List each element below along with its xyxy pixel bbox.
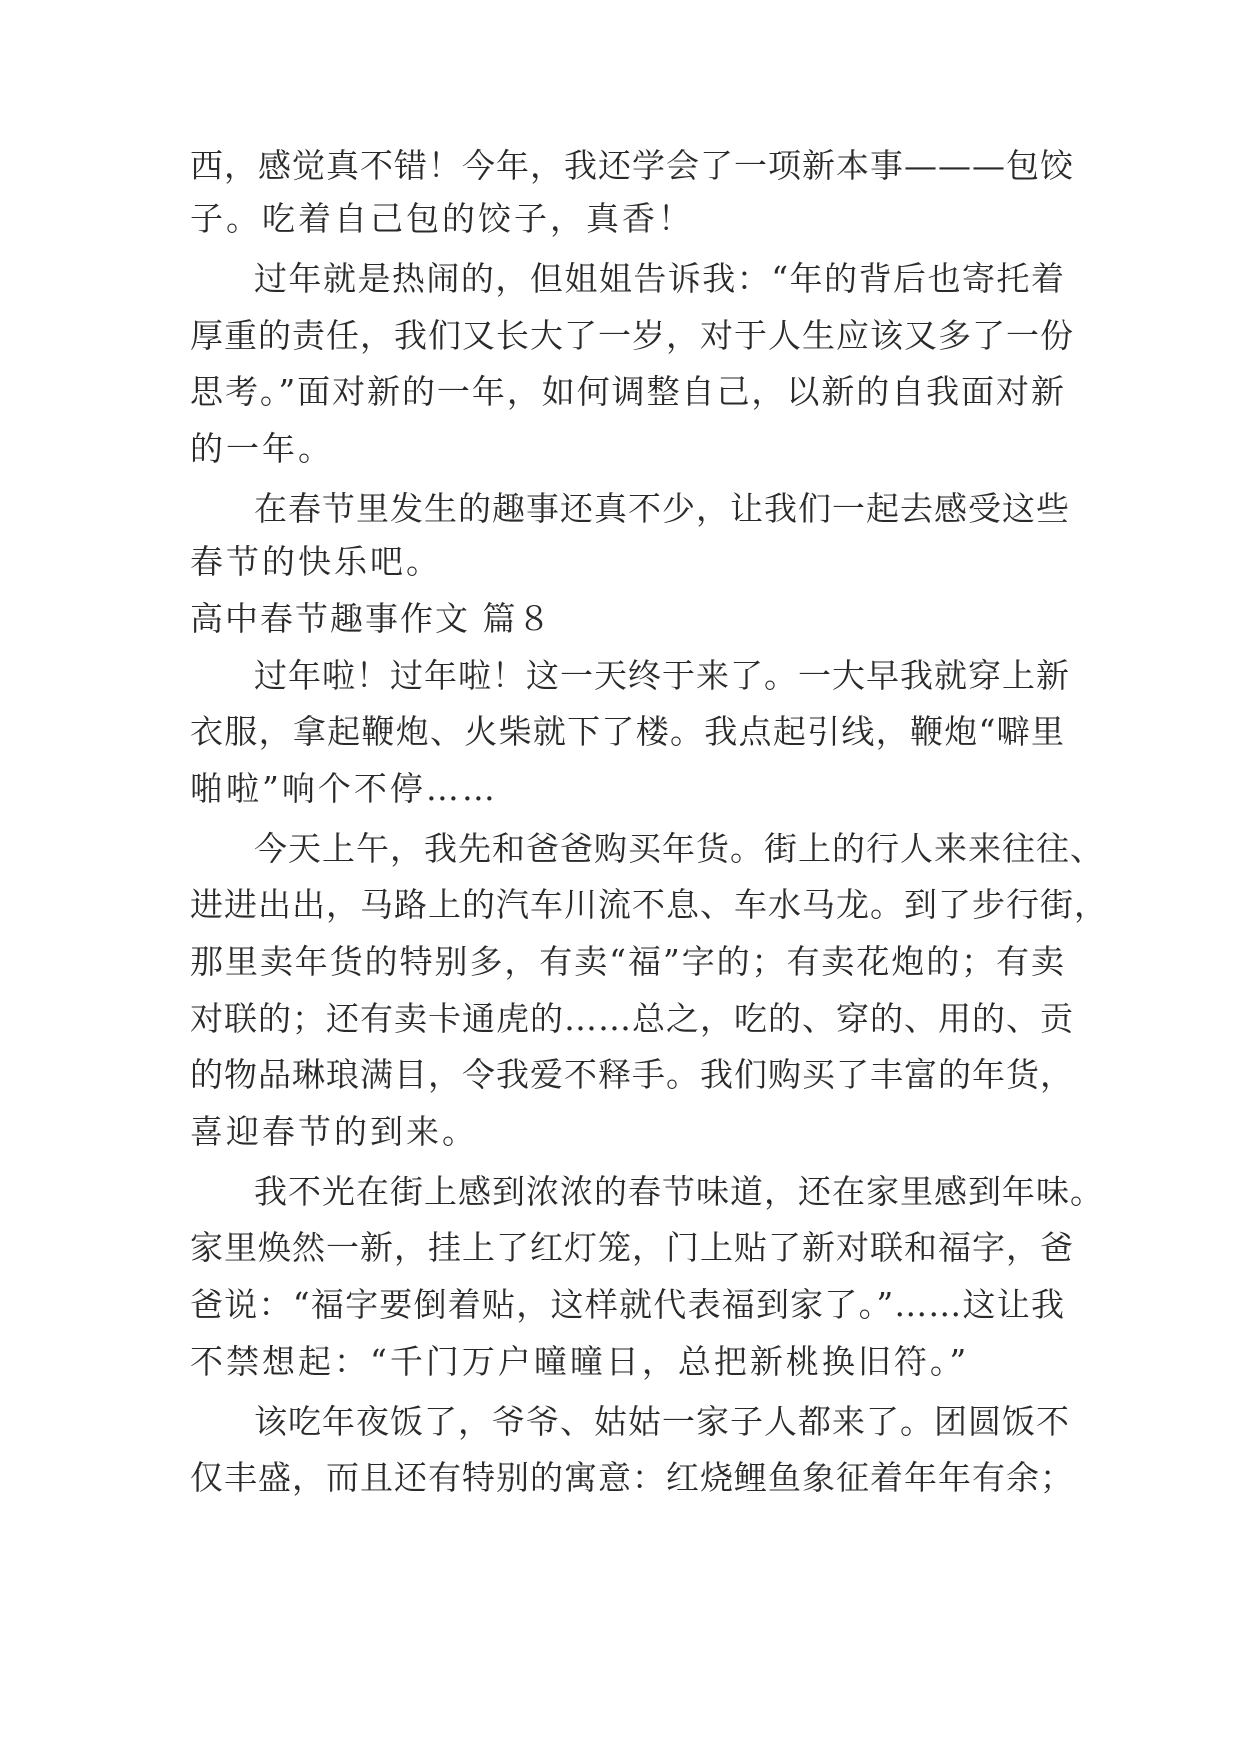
section-heading: 高中春节趣事作文 篇８	[190, 599, 553, 638]
text-line: 对联的；还有卖卡通虎的……总之，吃的、穿的、用的、贡	[190, 999, 1074, 1038]
text-line: 的一年。	[190, 429, 334, 468]
text-line: 春节的快乐吧。	[190, 542, 442, 581]
text-line: 衣服，拿起鞭炮、火柴就下了楼。我点起引线，鞭炮“噼里	[190, 712, 1065, 751]
paragraph-first-line: 我不光在街上感到浓浓的春节味道，还在家里感到年味。	[254, 1172, 1104, 1211]
text-line: 那里卖年货的特别多，有卖“福”字的；有卖花炮的；有卖	[190, 942, 1065, 981]
text-line: 进进出出，马路上的汽车川流不息、车水马龙。到了步行街，	[190, 885, 1108, 924]
paragraph-first-line: 过年啦！过年啦！这一天终于来了。一大早我就穿上新	[254, 656, 1070, 695]
text-line: 喜迎春节的到来。	[190, 1112, 478, 1151]
paragraph-first-line: 过年就是热闹的，但姐姐告诉我：“年的背后也寄托着	[254, 259, 1065, 298]
paragraph-first-line: 今天上午，我先和爸爸购买年货。街上的行人来来往往、	[254, 829, 1104, 868]
text-line: 西，感觉真不错！今年，我还学会了一项新本事———包饺	[190, 146, 1074, 185]
text-line: 的物品琳琅满目，令我爱不释手。我们购买了丰富的年货，	[190, 1055, 1074, 1094]
text-line: 家里焕然一新，挂上了红灯笼，门上贴了新对联和福字，爸	[190, 1228, 1074, 1267]
paragraph-first-line: 该吃年夜饭了，爷爷、姑姑一家子人都来了。团圆饭不	[254, 1402, 1070, 1441]
text-line: 啪啦”响个不停……	[190, 769, 498, 808]
text-line: 仅丰盛，而且还有特别的寓意：红烧鲤鱼象征着年年有余；	[190, 1458, 1074, 1497]
paragraph-first-line: 在春节里发生的趣事还真不少，让我们一起去感受这些	[254, 489, 1070, 528]
text-line: 厚重的责任，我们又长大了一岁，对于人生应该又多了一份	[190, 316, 1074, 355]
text-line: 思考。”面对新的一年，如何调整自己，以新的自我面对新	[190, 372, 1065, 411]
text-line: 子。吃着自己包的饺子，真香！	[190, 199, 694, 238]
text-line: 不禁想起：“千门万户曈曈日，总把新桃换旧符。”	[190, 1342, 970, 1381]
text-line: 爸说：“福字要倒着贴，这样就代表福到家了。”……这让我	[190, 1285, 1065, 1324]
